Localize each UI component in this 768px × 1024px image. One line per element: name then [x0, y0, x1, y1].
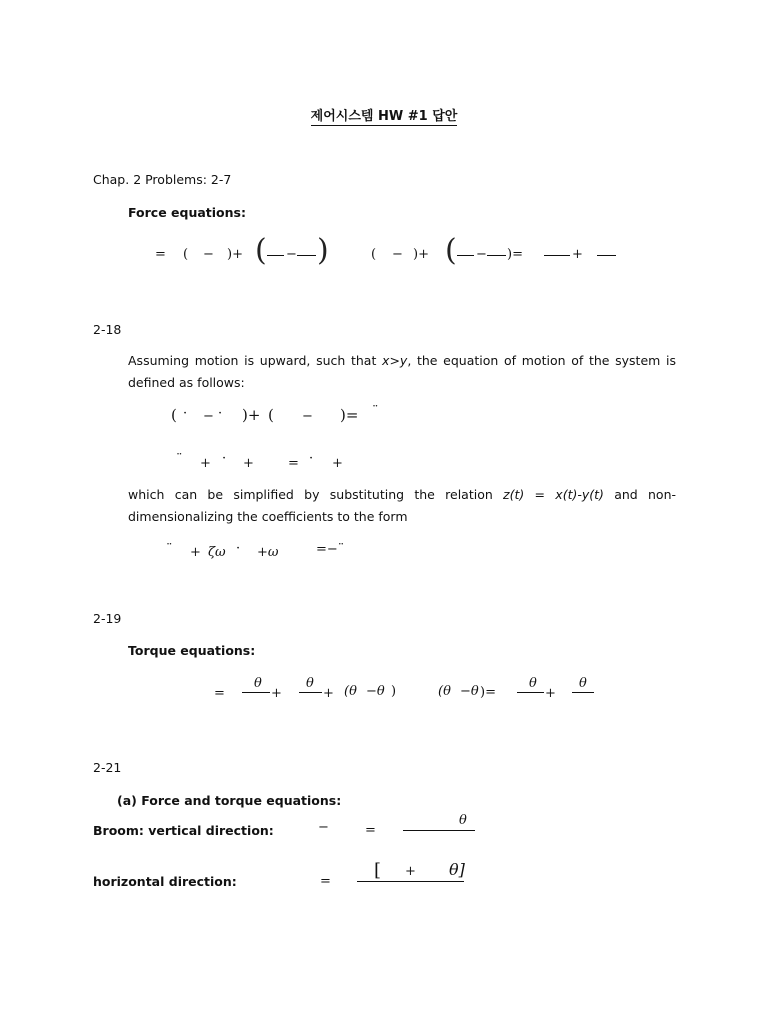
fraction-bar	[544, 255, 570, 256]
horizontal-direction-label: horizontal direction:	[93, 874, 237, 889]
fraction-bar	[267, 255, 284, 256]
fraction-bar	[572, 692, 594, 693]
problem-number-2-21: 2-21	[93, 760, 122, 775]
fraction-bar	[242, 692, 270, 693]
problem-number-2-18: 2-18	[93, 322, 122, 337]
force-torque-heading: (a) Force and torque equations:	[117, 793, 342, 808]
big-paren-left-1: (	[255, 233, 267, 268]
fraction-bar	[457, 255, 474, 256]
force-equations-heading: Force equations:	[128, 205, 246, 220]
fraction-bar	[517, 692, 544, 693]
page-title: 제어시스템 HW #1 답안	[310, 109, 458, 124]
torque-equations-heading: Torque equations:	[128, 643, 256, 658]
fraction-bar	[403, 830, 475, 831]
problem-number-2-19: 2-19	[93, 611, 122, 626]
fraction-bar	[357, 881, 464, 882]
paragraph-2-18-intro: Assuming motion is upward, such that x>y, the equation of motion of the system is defined as follows:	[128, 353, 676, 390]
fraction-bar	[597, 255, 616, 256]
fraction-bar	[299, 692, 322, 693]
chapter-heading: Chap. 2 Problems: 2-7	[93, 172, 232, 187]
fraction-bar	[297, 255, 316, 256]
fraction-bar	[487, 255, 506, 256]
paragraph-2-18-simplify: which can be simplified by substituting the relation z(t) = x(t)-y(t) and non-dimensionalizing the coefficients to the form	[128, 487, 676, 524]
big-paren-left-2: (	[445, 233, 457, 268]
big-paren-right-1: )	[317, 233, 329, 268]
broom-vertical-label: Broom: vertical direction:	[93, 823, 274, 838]
